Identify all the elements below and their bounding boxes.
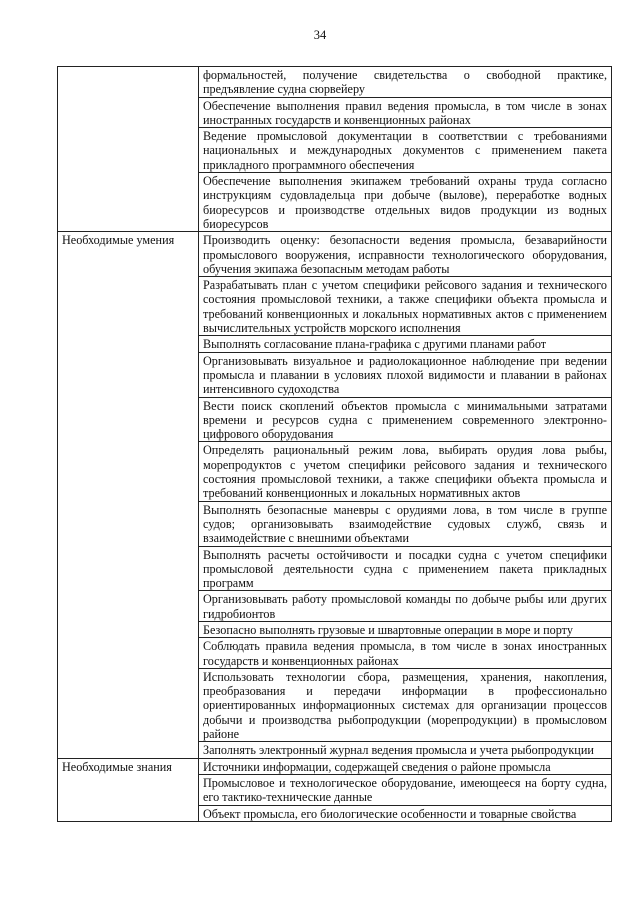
requirement-text: Промысловое и технологическое оборудование, имеющееся на борту судна, его тактико-технические данные [199, 774, 612, 805]
table-row [58, 758, 612, 774]
requirement-text: Разрабатывать план с учетом специфики рейсового задания и технического состояния промысловой техники, а также специфики объекта промысла и требований конвенционных и локальных нормативных актов с применением вычислительных устройств морского исполнения [199, 277, 612, 336]
section-label [58, 67, 199, 232]
section-label: Необходимые умения [58, 232, 199, 758]
requirement-text: Использовать технологии сбора, размещения, хранения, накопления, преобразования и передачи информации в профессионально ориентированных информационных системах для организации процессов добычи и производства рыбопродукции (морепродукции) в промысловом районе [199, 668, 612, 741]
competency-table [57, 66, 612, 822]
table-body [58, 67, 612, 822]
requirement-text: Безопасно выполнять грузовые и швартовные операции в море и порту [199, 621, 612, 637]
section-label: Необходимые знания [58, 758, 199, 821]
requirement-text: Организовывать визуальное и радиолокационное наблюдение при ведении промысла и плавании в условиях плохой видимости и плавании в районах интенсивного судоходства [199, 352, 612, 397]
requirement-text: Организовывать работу промысловой команды по добыче рыбы или других гидробионтов [199, 591, 612, 622]
requirement-text: Выполнять согласование плана-графика с другими планами работ [199, 336, 612, 352]
requirement-text: Источники информации, содержащей сведения о районе промысла [199, 758, 612, 774]
requirement-text: Объект промысла, его биологические особенности и товарные свойства [199, 805, 612, 821]
requirement-text: Определять рациональный режим лова, выбирать орудия лова рыбы, морепродуктов с учетом специфики рейсового задания и технического состояния промысловой техники, а также специфики объекта промысла и требований конвенционных и локальных нормативных актов [199, 442, 612, 501]
requirement-text: Обеспечение выполнения правил ведения промысла, в том числе в зонах иностранных государств и конвенционных районах [199, 97, 612, 128]
requirement-text: Заполнять электронный журнал ведения промысла и учета рыбопродукции [199, 742, 612, 758]
requirement-text: Выполнять безопасные маневры с орудиями лова, в том числе в группе судов; организовывать взаимодействие судовых служб, связь и взаимодействие с внешними объектами [199, 501, 612, 546]
requirement-text: формальностей, получение свидетельства о свободной практике, предъявление судна сюрвейеру [199, 67, 612, 98]
requirement-text: Выполнять расчеты остойчивости и посадки судна с учетом специфики промысловой деятельности судна с применением пакета прикладных программ [199, 546, 612, 591]
requirement-text: Соблюдать правила ведения промысла, в том числе в зонах иностранных государств и конвенционных районах [199, 638, 612, 669]
requirement-text: Ведение промысловой документации в соответствии с требованиями национальных и международных документов с применением пакета прикладного программного обеспечения [199, 128, 612, 173]
requirement-text: Вести поиск скоплений объектов промысла с минимальными затратами времени и ресурсов судна с применением современного электронно-цифрового оборудования [199, 397, 612, 442]
requirement-text: Обеспечение выполнения экипажем требований охраны труда согласно инструкциям судовладельца при добыче (вылове), переработке водных биоресурсов и производстве отдельных видов продукции из водных биоресурсов [199, 173, 612, 232]
table-row [58, 232, 612, 277]
table-row [58, 67, 612, 98]
requirement-text: Производить оценку: безопасности ведения промысла, безаварийности промыслового вооружения, исправности технологического оборудования, обучения экипажа безопасным методам работы [199, 232, 612, 277]
page-number: 34 [313, 28, 327, 42]
